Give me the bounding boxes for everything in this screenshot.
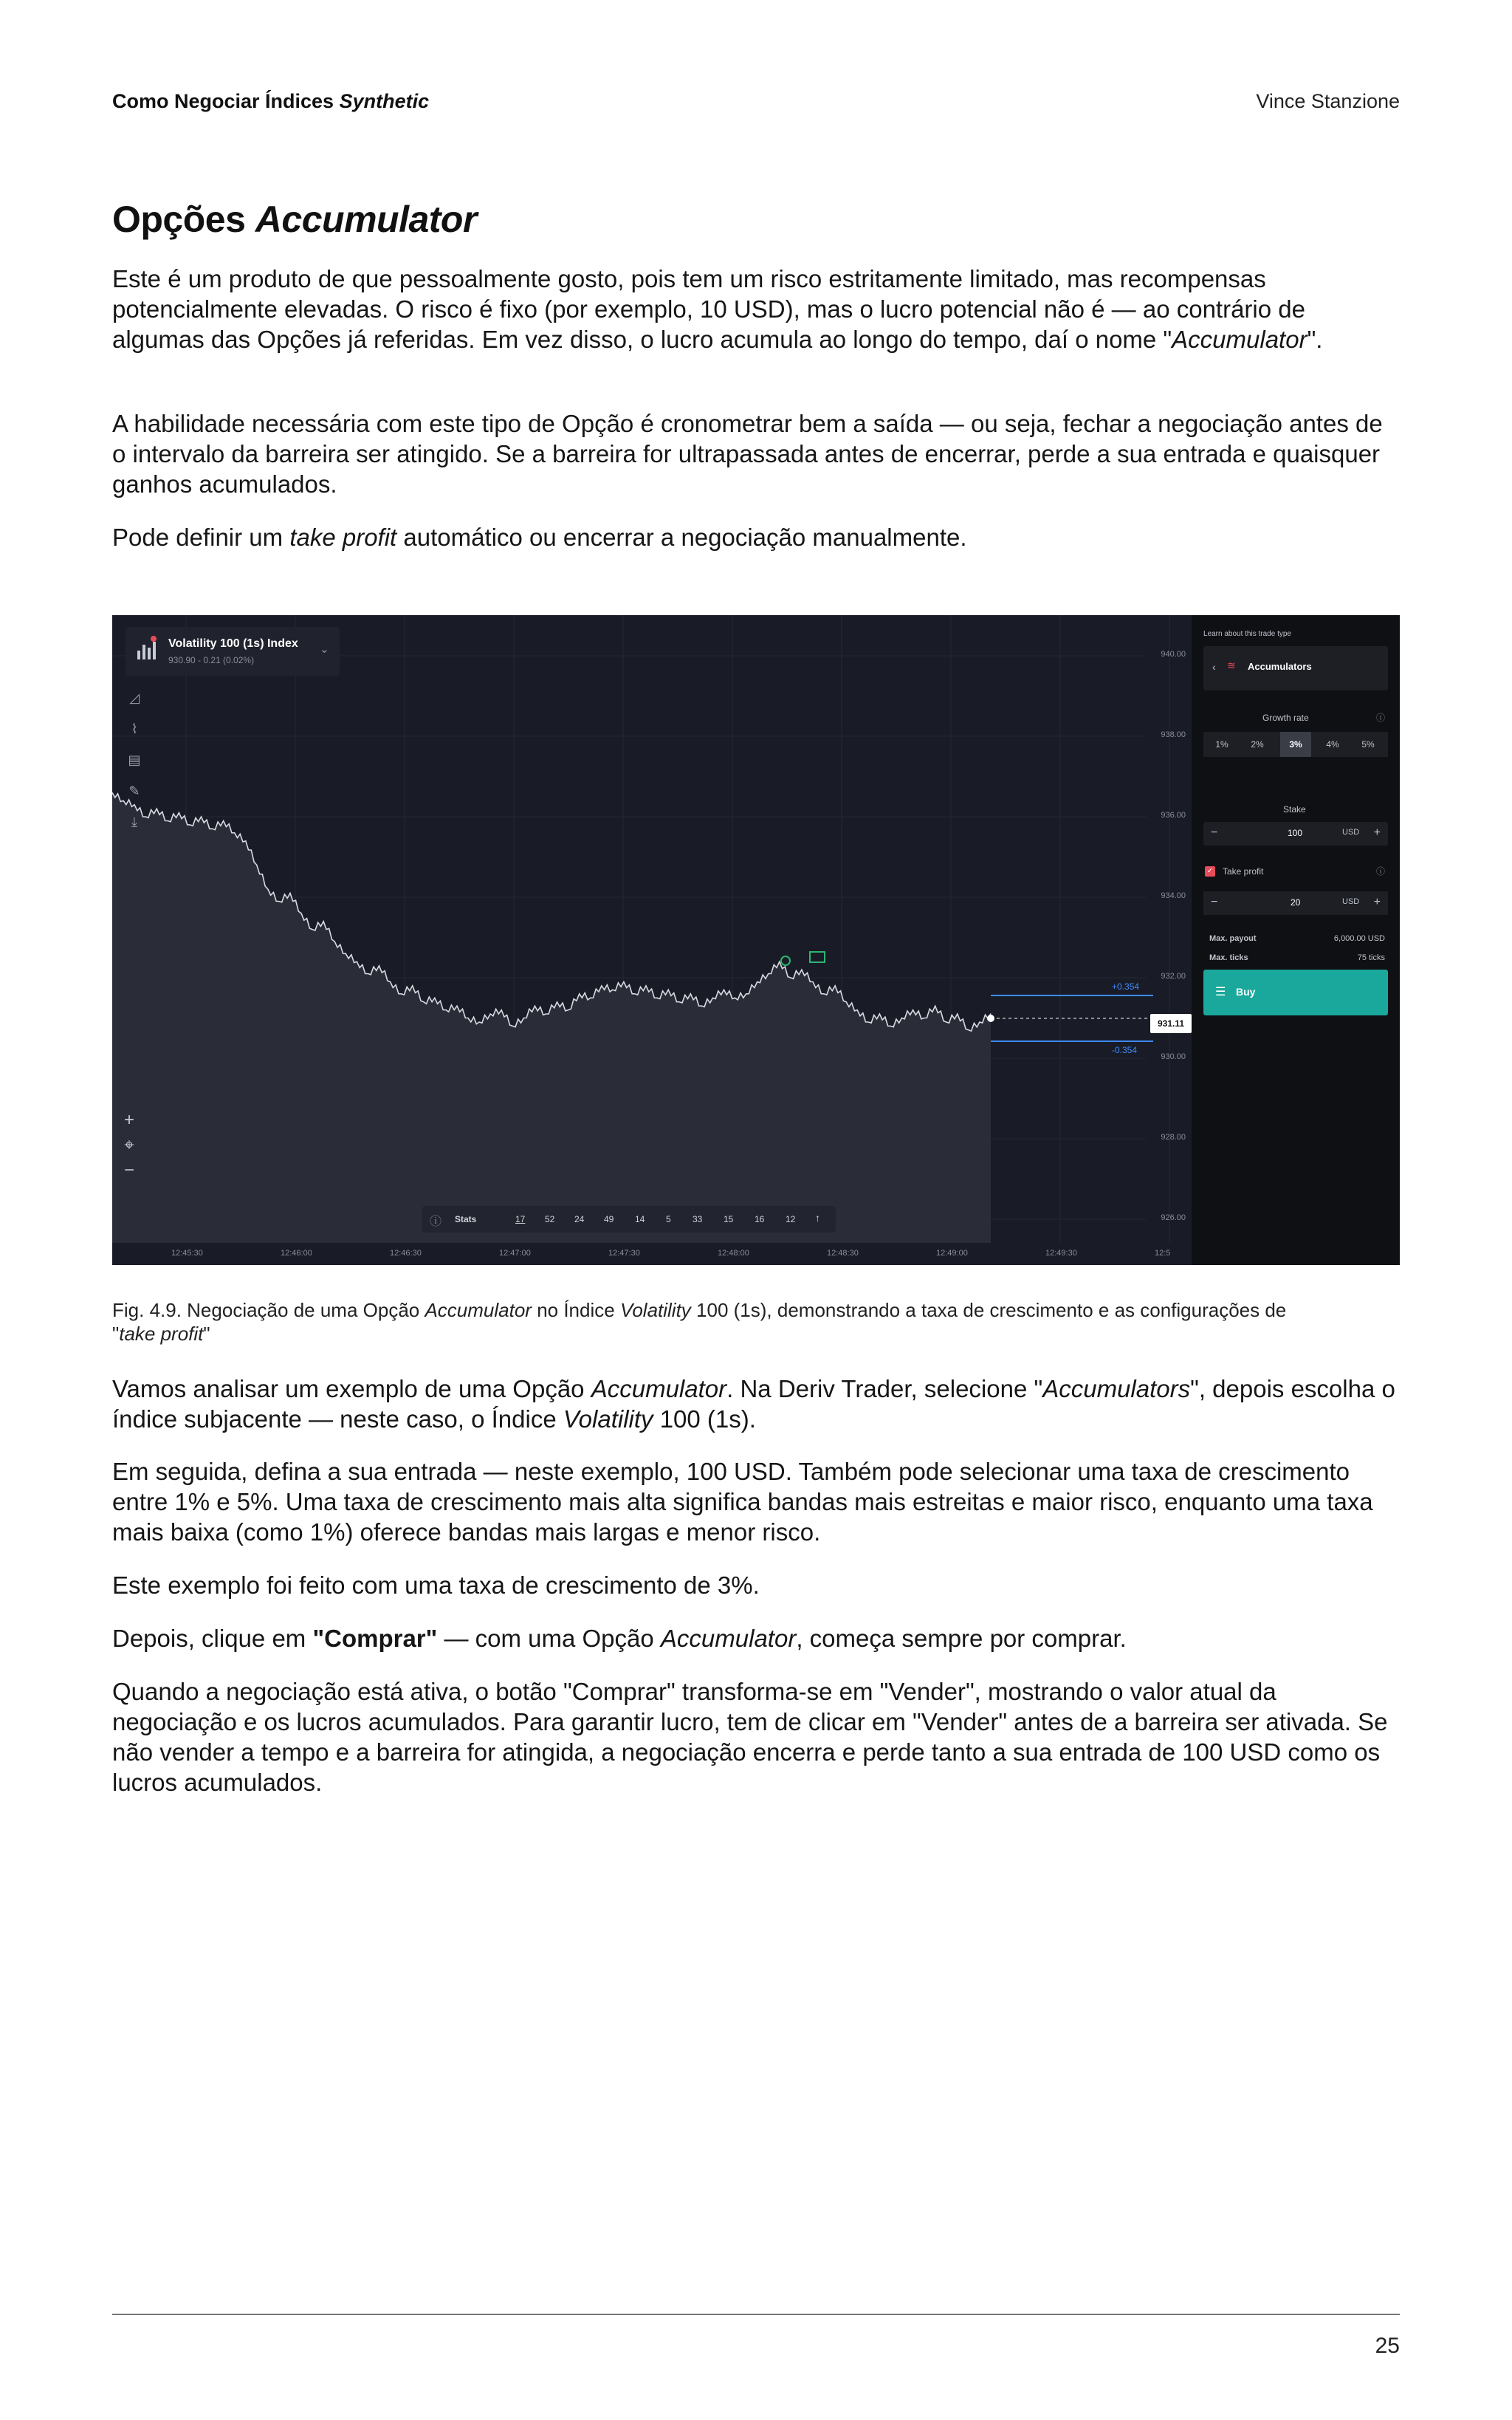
buy-icon: ☰ [1215,986,1226,998]
take-profit-checkbox[interactable]: ✓ [1205,866,1215,877]
stats-value: 17 [515,1214,526,1224]
y-tick-label: 940.00 [1161,650,1186,659]
zoom-in-icon[interactable]: + [123,1110,134,1130]
zoom-out-icon[interactable]: − [123,1160,134,1180]
learn-trade-type-link[interactable]: Learn about this trade type [1203,630,1291,638]
paragraph-rate: Este exemplo foi feito com uma taxa de crescimento de 3%. [112,1571,760,1599]
take-profit-label: Take profit [1223,866,1264,877]
paragraph-take-profit: Pode definir um take profit automático ou encerrar a negociação manualmente. [112,524,967,551]
stats-value: 14 [635,1214,645,1224]
decrease-stake-icon[interactable]: − [1211,826,1218,839]
stats-bar[interactable] [422,1206,836,1233]
paragraph-intro: Este é um produto de que pessoalmente gosto, pois tem um risco estritamente limitado, mas recompensas potencialmente elevadas. O risco é fixo (por exemplo, 10 USD), mas o lucro potencial não é — ao contrário de algumas das Opções já referidas. Em vez disso, o lucro acumula ao longo do tempo, daí o nome "Accumulator". [112,265,1323,353]
chart-type-icon[interactable]: ◿ [129,690,140,705]
paragraph-skill: A habilidade necessária com este tipo de Opção é cronometrar bem a saída — ou seja, fechar a negociação antes de o intervalo da barreira ser atingido. Se a barreira for ultrapassada antes de encerrar, perde a sua entrada e quaisquer ganhos acumulados. [112,410,1383,498]
max-payout-label: Max. payout [1209,934,1257,943]
symbol-selector[interactable] [126,627,340,676]
y-tick-label: 926.00 [1161,1213,1186,1222]
footer-divider [112,2314,1400,2315]
trade-params-panel [1192,615,1400,1265]
buy-button[interactable] [1203,970,1388,1015]
symbol-price: 930.90 - 0.21 (0.02%) [168,655,255,665]
expand-icon[interactable]: ↑ [815,1212,820,1224]
symbol-name: Volatility 100 (1s) Index [168,637,298,650]
x-tick-label: 12:49:00 [936,1249,968,1258]
crosshair-icon[interactable]: ⌖ [124,1135,134,1155]
trade-flag-marker [810,952,825,962]
chart-toolbar [123,689,148,844]
stats-value: 16 [755,1214,765,1224]
stake-value[interactable]: 100 [1288,828,1303,838]
x-tick-label: 12:48:00 [718,1249,749,1258]
paragraph-sell: Quando a negociação está ativa, o botão "Comprar" transforma-se em "Vender", mostrando o valor atual da negociação e os lucros acumulados. Para garantir lucro, tem de clicar em "Vender" antes de a barreira ser ativada. Se não vender a tempo e a barreira for atingida, a negociação encerra e perde tanto a sua entrada de 100 USD como os lucros acumulados. [112,1678,1388,1796]
take-profit-input[interactable] [1203,891,1388,915]
buy-label: Buy [1236,986,1256,998]
figure-caption: Fig. 4.9. Negociação de uma Opção Accumulator no Índice Volatility 100 (1s), demonstrando a taxa de crescimento e as configurações de "take profit" [112,1299,1287,1345]
stake-currency: USD [1342,828,1360,837]
current-price-dot [987,1015,994,1022]
stake-input[interactable] [1203,822,1388,846]
growth-rate-3[interactable]: 3% [1280,732,1311,757]
take-profit-currency: USD [1342,897,1360,906]
take-profit-section [1203,863,1388,922]
trading-screenshot [112,615,1400,1265]
info-icon[interactable]: ⓘ [430,1216,442,1228]
growth-rate-4[interactable]: 4% [1326,739,1339,750]
stake-label: Stake [1283,804,1306,815]
x-tick-label: 12:46:00 [281,1249,312,1258]
current-price-tag: 931.11 [1150,1014,1192,1033]
growth-rate-section [1203,704,1388,763]
indicators-icon[interactable]: ⌇ [131,721,138,736]
y-tick-label: 930.00 [1161,1052,1186,1061]
x-tick-label: 12:48:30 [827,1249,859,1258]
y-tick-label: 936.00 [1161,811,1186,820]
accumulators-icon: ≋ [1227,659,1236,671]
paragraph-buy: Depois, clique em "Comprar" — com uma Opção Accumulator, começa sempre por comprar. [112,1625,1127,1652]
x-tick-label: 12:47:00 [499,1249,531,1258]
trade-type-selector[interactable] [1203,646,1388,690]
trade-entry-marker [781,956,790,965]
growth-rate-options [1203,732,1388,757]
growth-rate-2[interactable]: 2% [1251,739,1264,750]
section-title: Opções Accumulator [112,199,477,240]
y-tick-label: 938.00 [1161,730,1186,739]
price-chart [112,615,1192,1265]
y-tick-label: 934.00 [1161,891,1186,900]
x-tick-label: 12:47:30 [608,1249,640,1258]
increase-take-profit-icon[interactable]: + [1373,896,1381,908]
price-area [112,792,991,1243]
running-header-author: Vince Stanzione [1256,90,1400,112]
x-tick-label: 12:5 [1155,1249,1171,1258]
page-number: 25 [1375,2334,1400,2358]
max-payout-value: 6,000.00 USD [1333,934,1385,943]
barrier-lower-label: -0.354 [1112,1045,1138,1055]
max-ticks-value: 75 ticks [1357,953,1385,962]
stats-value: 49 [604,1214,614,1224]
chevron-down-icon[interactable]: ⌄ [319,643,329,656]
chevron-left-icon[interactable]: ‹ [1212,661,1216,673]
price-chart-svg [112,615,1192,1265]
stats-value: 12 [786,1214,796,1224]
info-icon[interactable]: ⓘ [1375,713,1385,723]
increase-stake-icon[interactable]: + [1373,826,1381,839]
y-tick-label: 928.00 [1161,1133,1186,1142]
stats-value: 15 [724,1214,734,1224]
barrier-upper-label: +0.354 [1112,981,1140,992]
volatility-index-icon [136,636,161,665]
stats-label: Stats [455,1214,477,1224]
stats-value: 33 [693,1214,703,1224]
drawing-tools-icon[interactable]: ✎ [128,784,140,798]
y-tick-label: 932.00 [1161,972,1186,981]
templates-icon[interactable]: ▤ [128,753,141,767]
growth-rate-5[interactable]: 5% [1361,739,1375,750]
download-icon[interactable]: ⤓ [131,815,137,829]
decrease-take-profit-icon[interactable]: − [1211,896,1218,908]
growth-rate-label: Growth rate [1262,713,1309,723]
x-tick-label: 12:46:30 [390,1249,422,1258]
max-ticks-label: Max. ticks [1209,953,1248,962]
take-profit-value[interactable]: 20 [1291,897,1301,908]
zoom-controls [120,1110,139,1185]
stats-value: 24 [574,1214,585,1224]
paragraph-example: Vamos analisar um exemplo de uma Opção Accumulator. Na Deriv Trader, selecione "Accumulators", depois escolha o índice subjacente — neste caso, o Índice Volatility 100 (1s). [112,1375,1395,1433]
growth-rate-1[interactable]: 1% [1215,739,1228,750]
trade-type-name: Accumulators [1248,661,1312,672]
x-tick-label: 12:49:30 [1045,1249,1077,1258]
info-icon[interactable]: ⓘ [1375,866,1385,877]
paragraph-stake: Em seguida, defina a sua entrada — neste exemplo, 100 USD. Também pode selecionar uma taxa de crescimento entre 1% e 5%. Uma taxa de crescimento mais alta significa bandas mais estreitas e maior risco, enquanto uma taxa mais baixa (como 1%) oferece bandas mais largas e menor risco. [112,1458,1373,1546]
x-tick-label: 12:45:30 [171,1249,203,1258]
stats-value: 5 [666,1214,671,1224]
stats-value: 52 [545,1214,555,1224]
running-header-title: Como Negociar Índices Synthetic [112,90,430,112]
